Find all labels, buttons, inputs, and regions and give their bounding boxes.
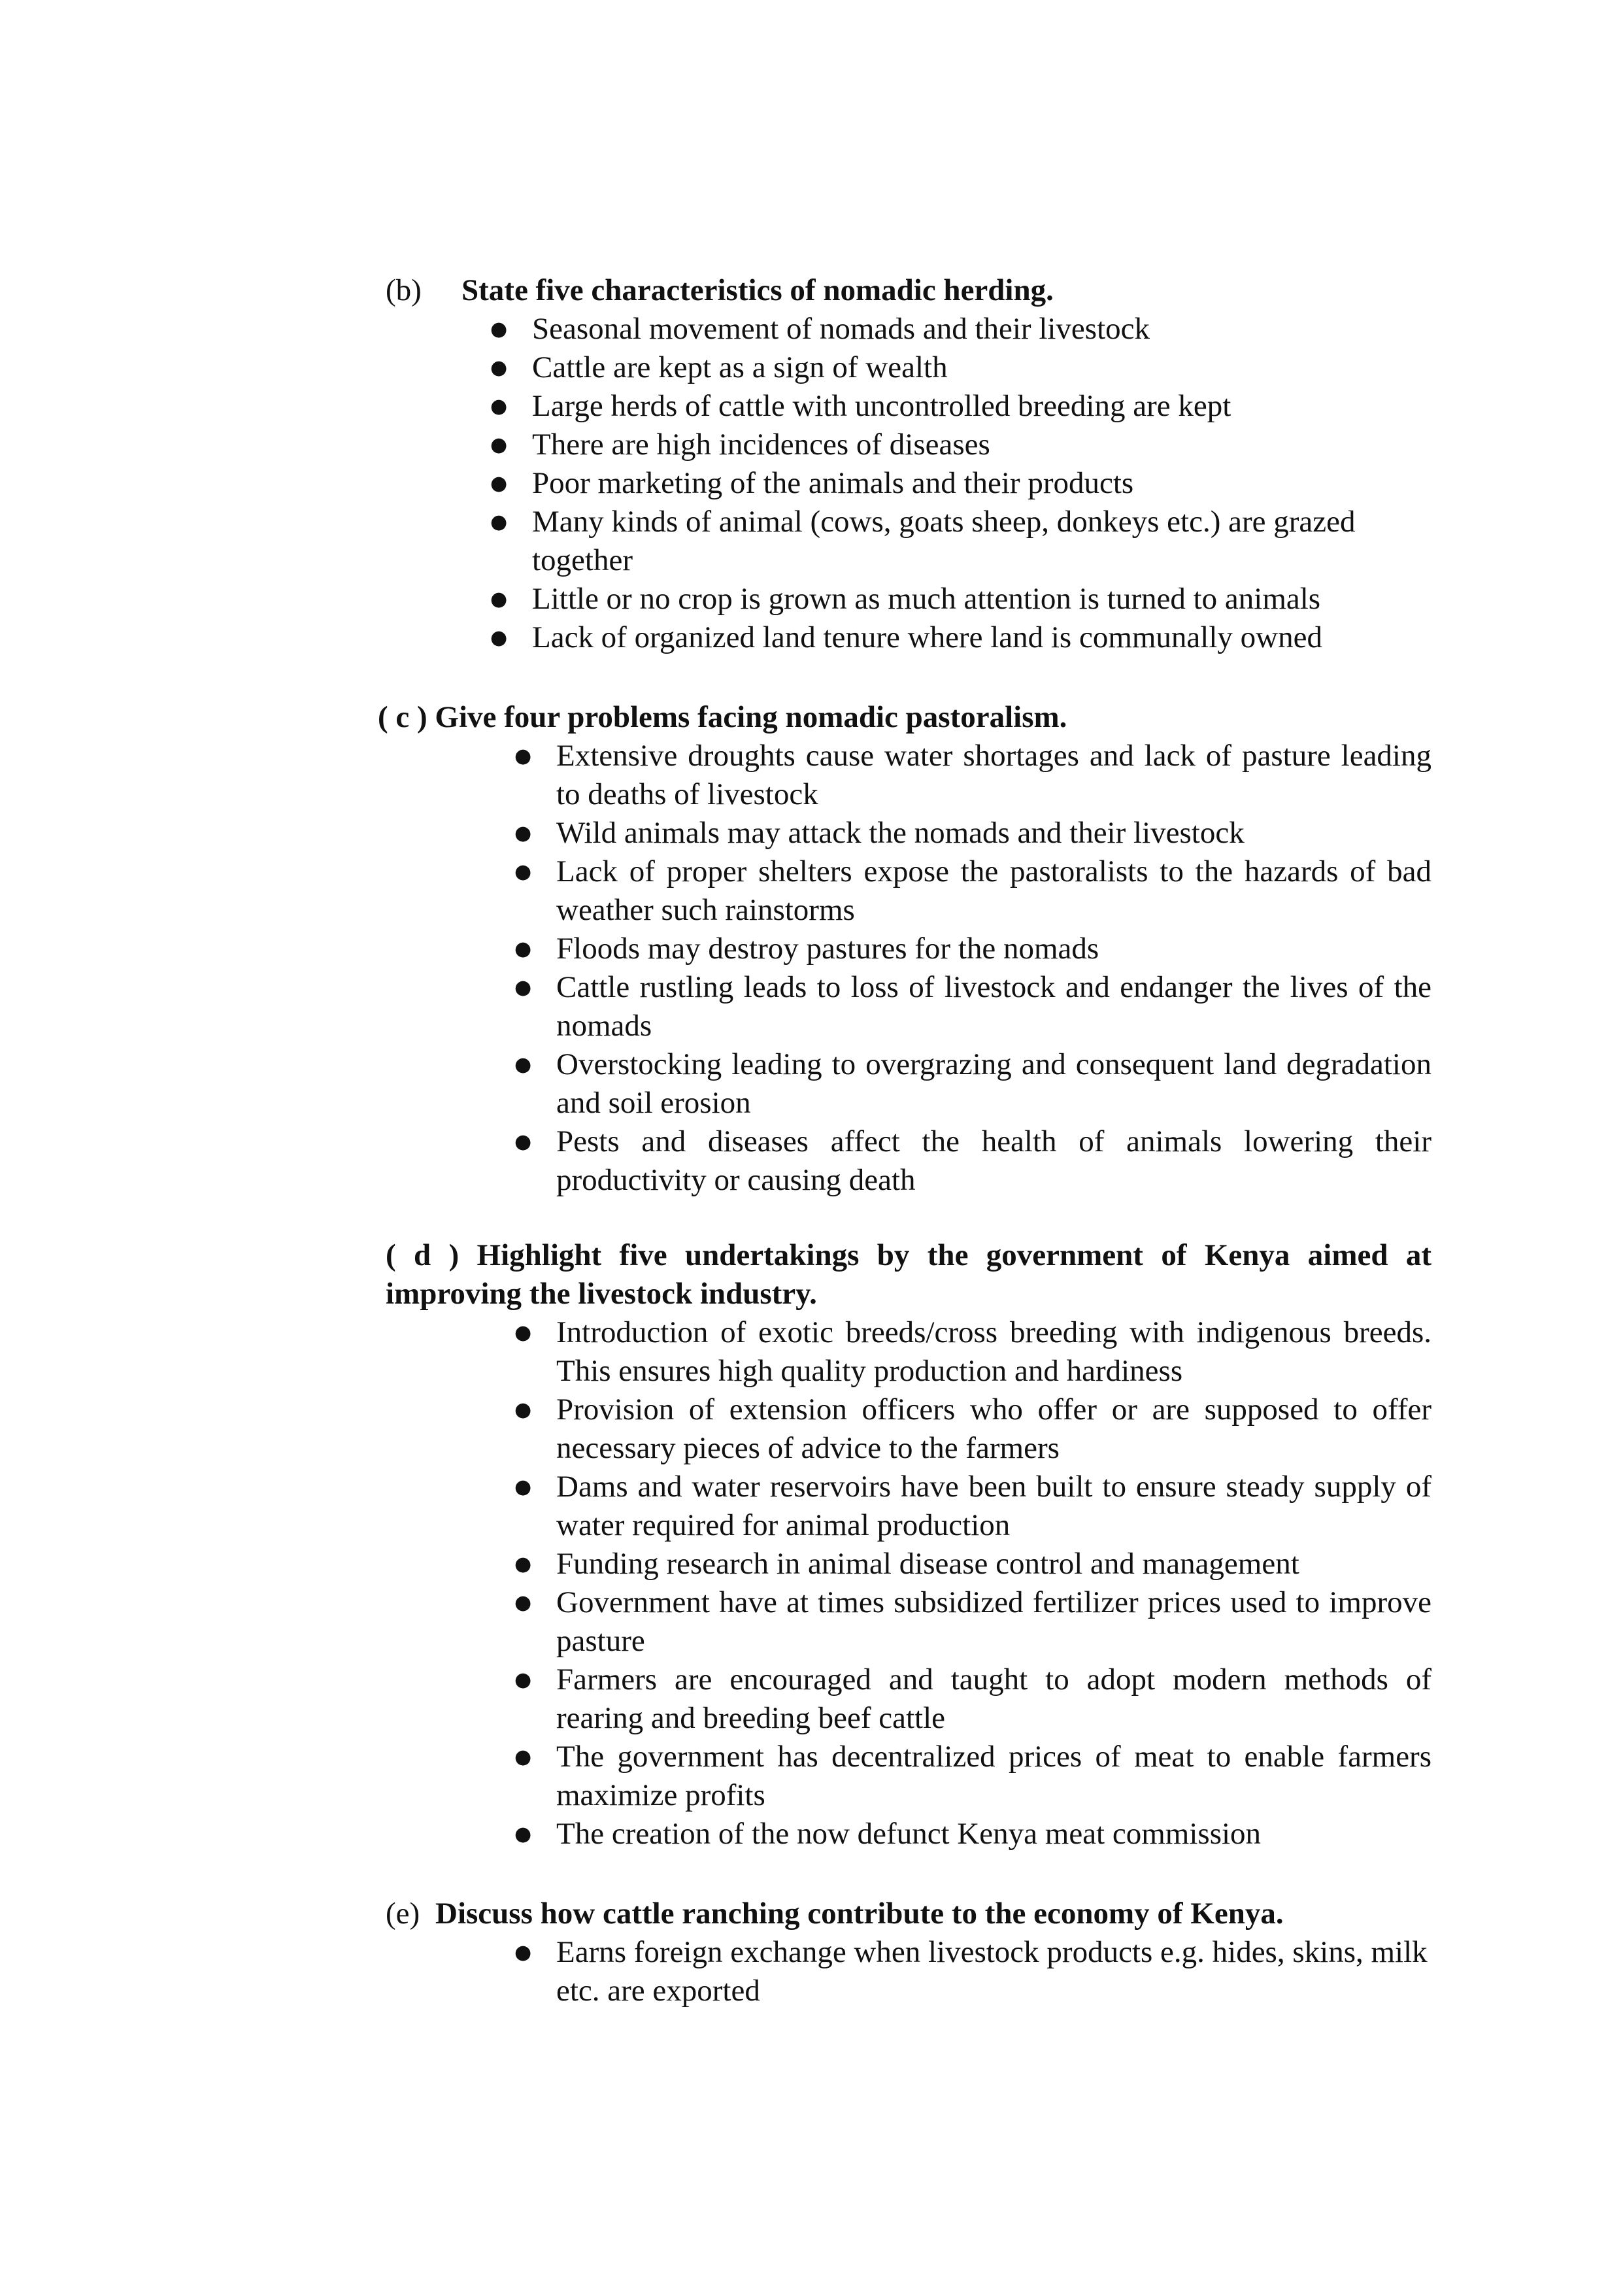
list-item-text: Little or no crop is grown as much attention is turned to animals	[532, 582, 1321, 616]
list-item-text: Cattle rustling leads to loss of livestock and endanger the lives of the nomads	[556, 970, 1431, 1043]
bullet-icon: ●	[490, 472, 508, 495]
list-item-text: Dams and water reservoirs have been built to ensure steady supply of water required for animal production	[556, 1470, 1431, 1542]
list-item	[512, 1583, 1431, 1661]
question-d-text: ( d ) Highlight five undertakings by the government of Kenya aimed at improving the livestock industry.	[386, 1238, 1431, 1311]
bullet-icon: ●	[514, 1130, 532, 1153]
list-item	[512, 930, 1431, 968]
list-item	[512, 1468, 1431, 1545]
list-item	[512, 814, 1431, 853]
list-item-text: Overstocking leading to overgrazing and consequent land degradation and soil erosion	[556, 1047, 1431, 1120]
list-item-text: Pests and diseases affect the health of animals lowering their productivity or causing death	[556, 1124, 1431, 1197]
list-item-text: Lack of proper shelters expose the pastoralists to the hazards of bad weather such rainstorms	[556, 854, 1431, 927]
section-d	[386, 1236, 1431, 1853]
list-item-text: Wild animals may attack the nomads and their livestock	[556, 816, 1245, 850]
list-item	[512, 1933, 1431, 2010]
bullet-icon: ●	[514, 1553, 532, 1576]
list-item-text: Many kinds of animal (cows, goats sheep, donkeys etc.) are grazed together	[532, 505, 1356, 577]
bullet-icon: ●	[514, 1668, 532, 1691]
answer-list-b	[488, 310, 1431, 657]
list-item	[512, 1391, 1431, 1468]
list-item-text: Large herds of cattle with uncontrolled breeding are kept	[532, 389, 1231, 423]
section-e	[386, 1895, 1431, 2010]
list-item-text: The creation of the now defunct Kenya meat commission	[556, 1817, 1262, 1851]
bullet-icon: ●	[514, 822, 532, 845]
list-item-text: Poor marketing of the animals and their products	[532, 466, 1134, 500]
bullet-icon: ●	[490, 356, 508, 379]
list-item	[512, 1545, 1431, 1583]
bullet-icon: ●	[514, 860, 532, 883]
list-item	[488, 310, 1431, 348]
list-item	[488, 387, 1431, 426]
bullet-icon: ●	[514, 745, 532, 768]
bullet-icon: ●	[514, 1823, 532, 1846]
question-c-text: ( c ) Give four problems facing nomadic pastoralism.	[378, 700, 1067, 734]
list-item-text: Farmers are encouraged and taught to adopt modern methods of rearing and breeding beef cattle	[556, 1663, 1431, 1735]
list-item	[512, 1045, 1431, 1123]
question-e	[386, 1895, 1431, 1933]
bullet-icon: ●	[490, 626, 508, 649]
answer-list-d	[512, 1313, 1431, 1853]
question-e-text: Discuss how cattle ranching contribute to the economy of Kenya.	[435, 1897, 1284, 1931]
question-b-text: State five characteristics of nomadic herding.	[461, 273, 1054, 307]
list-item-text: Extensive droughts cause water shortages and lack of pasture leading to deaths of livestock	[556, 739, 1431, 811]
list-item-text: Provision of extension officers who offer or are supposed to offer necessary pieces of advice to the farmers	[556, 1393, 1431, 1465]
list-item	[488, 348, 1431, 387]
bullet-icon: ●	[514, 937, 532, 960]
list-item	[488, 503, 1431, 580]
answer-list-e	[512, 1933, 1431, 2010]
list-item-text: Earns foreign exchange when livestock products e.g. hides, skins, milk etc. are exported	[556, 1935, 1428, 2008]
list-item	[512, 1123, 1431, 1200]
question-b-label: (b)	[386, 273, 422, 307]
bullet-icon: ●	[514, 1476, 532, 1498]
list-item-text: Government have at times subsidized fertilizer prices used to improve pasture	[556, 1585, 1431, 1658]
bullet-icon: ●	[514, 1941, 532, 1964]
section-b	[386, 271, 1431, 657]
bullet-icon: ●	[514, 1398, 532, 1421]
list-item-text: Cattle are kept as a sign of wealth	[532, 350, 948, 384]
section-c	[378, 698, 1431, 1200]
bullet-icon: ●	[514, 1591, 532, 1614]
bullet-icon: ●	[490, 433, 508, 456]
list-item-text: Floods may destroy pastures for the nomads	[556, 932, 1099, 966]
question-b	[386, 271, 1431, 310]
list-item	[512, 968, 1431, 1045]
list-item-text: There are high incidences of diseases	[532, 428, 990, 462]
bullet-icon: ●	[514, 1746, 532, 1768]
list-item-text: Funding research in animal disease control and management	[556, 1547, 1299, 1581]
list-item	[512, 737, 1431, 814]
bullet-icon: ●	[490, 511, 508, 533]
list-item	[512, 1815, 1431, 1853]
list-item	[512, 853, 1431, 930]
list-item	[488, 580, 1431, 618]
bullet-icon: ●	[490, 588, 508, 611]
list-item	[512, 1313, 1431, 1391]
list-item	[488, 464, 1431, 503]
bullet-icon: ●	[514, 1321, 532, 1344]
bullet-icon: ●	[490, 318, 508, 341]
list-item	[512, 1661, 1431, 1738]
list-item	[488, 426, 1431, 464]
list-item-text: Introduction of exotic breeds/cross breeding with indigenous breeds. This ensures high quality production and hardiness	[556, 1315, 1431, 1388]
list-item-text: Seasonal movement of nomads and their livestock	[532, 312, 1150, 346]
list-item-text: The government has decentralized prices of meat to enable farmers maximize profits	[556, 1740, 1431, 1812]
bullet-icon: ●	[514, 976, 532, 999]
bullet-icon: ●	[490, 395, 508, 418]
list-item	[488, 618, 1431, 657]
bullet-icon: ●	[514, 1053, 532, 1076]
question-e-label: (e)	[386, 1897, 420, 1931]
answer-list-c	[512, 737, 1431, 1200]
list-item-text: Lack of organized land tenure where land is communally owned	[532, 620, 1322, 654]
list-item	[512, 1738, 1431, 1815]
